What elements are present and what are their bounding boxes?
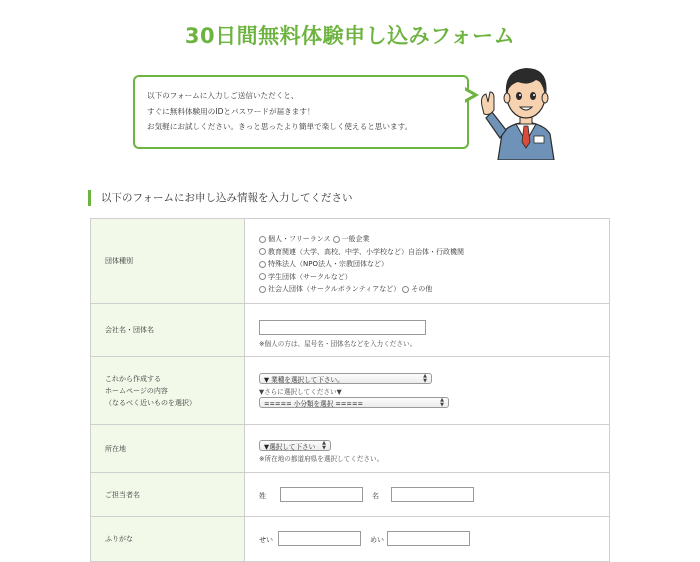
radio-option[interactable]: 一般企業 xyxy=(333,234,370,244)
last-name-label: 姓 xyxy=(259,492,266,500)
radio-option[interactable]: 社会人団体（サークルボランティアなど） xyxy=(259,284,400,294)
company-note: ※個人の方は、屋号名・団体名などを入力ください。 xyxy=(259,340,417,348)
radio-button[interactable] xyxy=(259,286,266,293)
radio-option[interactable]: 個人・フリーランス xyxy=(259,234,331,244)
company-name-input[interactable] xyxy=(259,320,426,335)
homepage-sub-note: ▼さらに選択してください▼ xyxy=(259,388,342,396)
first-name-input[interactable] xyxy=(391,487,474,502)
radio-button[interactable] xyxy=(333,236,340,243)
first-name-kana-label: めい xyxy=(370,536,384,544)
mascot-businessman-icon xyxy=(478,56,574,160)
org-type-radio-group xyxy=(245,219,609,303)
radio-button[interactable] xyxy=(259,248,266,255)
signup-form-table xyxy=(90,218,610,562)
form-label: これから作成する ホームページの内容 （なるべく近いものを選択） xyxy=(91,357,245,424)
radio-button[interactable] xyxy=(402,286,409,293)
radio-button[interactable] xyxy=(259,261,266,268)
intro-line-1: 以下のフォームに入力しご送信いただくと、 xyxy=(147,91,299,100)
radio-button[interactable] xyxy=(259,273,266,280)
form-label: 会社名・団体名 xyxy=(91,304,245,356)
first-name-kana-input[interactable] xyxy=(387,531,470,546)
form-row-homepage xyxy=(90,357,610,425)
form-row-contact-name xyxy=(90,473,610,517)
section-heading: 以下のフォームにお申し込み情報を入力してください xyxy=(88,190,352,206)
form-label: ご担当者名 xyxy=(91,473,245,516)
select-arrows-icon: ▲ ▼ xyxy=(440,396,444,408)
first-name-label: 名 xyxy=(372,492,379,500)
intro-line-2: すぐに無料体験用のIDとパスワードが届きます！ xyxy=(147,106,315,116)
page-title: 30日間無料体験申し込みフォーム xyxy=(184,24,516,48)
radio-option[interactable]: 学生団体（サークルなど） xyxy=(259,272,352,282)
last-name-input[interactable] xyxy=(280,487,363,502)
select-arrows-icon: ▲ ▼ xyxy=(322,439,326,451)
subcategory-select[interactable]: ===== 小分類を選択 ===== ▲ ▼ xyxy=(259,397,449,408)
prefecture-select[interactable]: ▼選択して下さい ▲ ▼ xyxy=(259,440,331,451)
form-label: 所在地 xyxy=(91,425,245,472)
radio-option[interactable]: 教育関連（大学、高校、中学、小学校など）自治体・行政機関 xyxy=(259,247,464,257)
radio-option[interactable]: その他 xyxy=(402,284,432,294)
last-name-kana-input[interactable] xyxy=(278,531,361,546)
intro-line-3: お気軽にお試しください。きっと思ったより簡単で楽しく使えると思います。 xyxy=(147,122,413,131)
form-row-furigana xyxy=(90,517,610,562)
form-row-org-type xyxy=(90,219,610,304)
industry-select[interactable]: ▼ 業種を選択して下さい。 ▲ ▼ xyxy=(259,373,432,384)
select-arrows-icon: ▲ ▼ xyxy=(423,372,427,384)
form-row-company xyxy=(90,304,610,357)
intro-text xyxy=(147,88,412,135)
radio-button[interactable] xyxy=(259,236,266,243)
form-label: ふりがな xyxy=(91,517,245,561)
form-label: 団体種別 xyxy=(91,219,245,303)
form-row-location xyxy=(90,425,610,473)
last-name-kana-label: せい xyxy=(259,536,273,544)
location-note: ※所在地の都道府県を選択してください。 xyxy=(259,455,384,463)
radio-option[interactable]: 特殊法人（NPO法人・宗教団体など） xyxy=(259,259,388,269)
